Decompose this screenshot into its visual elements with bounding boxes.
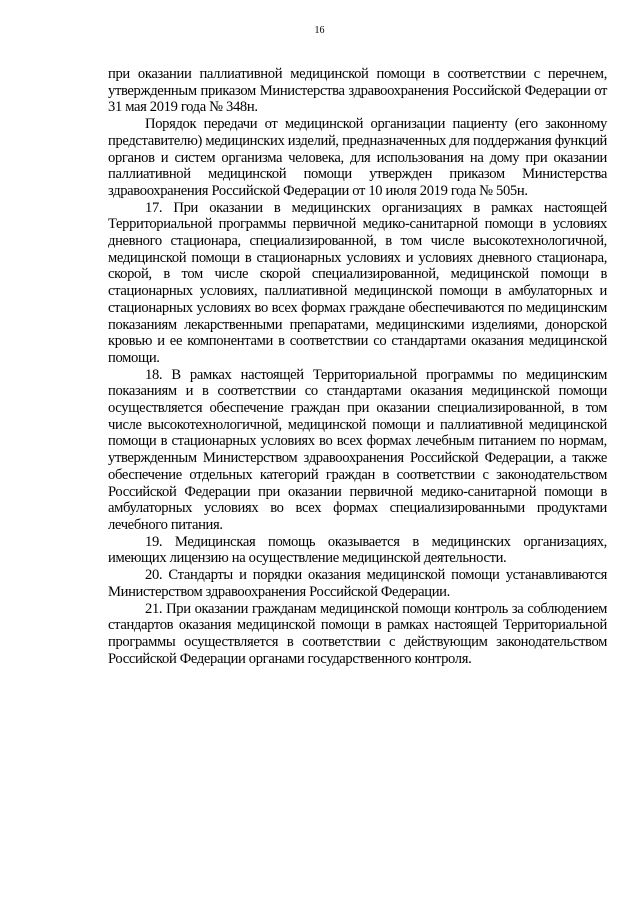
- paragraph-transfer-procedure: Порядок передачи от медицинской организации пациенту (его законному представителю) медицинских изделий, предназначенных для поддержания функций органов и систем организма человека, для использования на дому при оказании паллиативной медицинской помощи утвержден приказом Министерства здравоохранения Российской Федерации от 10 июля 2019 года № 505н.: [108, 116, 607, 199]
- paragraph-19: 19. Медицинская помощь оказывается в медицинских организациях, имеющих лицензию на осуществление медицинской деятельности.: [108, 533, 607, 567]
- paragraph-21: 21. При оказании гражданам медицинской помощи контроль за соблюдением стандартов оказания медицинской помощи в рамках настоящей Территориальной программы осуществляется в соответствии с действующим законодательством Российской Федерации органами государственного контроля.: [108, 600, 607, 667]
- paragraph-17: 17. При оказании в медицинских организациях в рамках настоящей Территориальной программы первичной медико-санитарной помощи в условиях дневного стационара, специализированной, в том числе высокотехнологичной, медицинской помощи в стационарных условиях и условиях дневного стационара, скорой, в том числе скорой специализированной, медицинской помощи в стационарных условиях, паллиативной медицинской помощи в амбулаторных и стационарных условиях во всех формах граждане обеспечиваются по медицинским показаниям лекарственными препаратами, медицинскими изделиями, донорской кровью и ее компонентами в соответствии со стандартами оказания медицинской помощи.: [108, 199, 607, 366]
- page-number: 16: [314, 25, 325, 36]
- paragraph-20: 20. Стандарты и порядки оказания медицинской помощи устанавливаются Министерством здравоохранения Российской Федерации.: [108, 567, 607, 600]
- paragraph-18: 18. В рамках настоящей Территориальной программы по медицинским показаниям и в соответствии со стандартами оказания медицинской помощи осуществляется обеспечение граждан при оказании специализированной, в том числе высокотехнологичной, медицинской помощи и паллиативной медицинской помощи в стационарных условиях во всех формах лечебным питанием по нормам, утвержденным Министерством здравоохранения Российской Федерации, а также обеспечение отдельных категорий граждан в соответствии с законодательством Российской Федерации при оказании первичной медико-санитарной помощи в амбулаторных условиях во всех формах специализированными продуктами лечебного питания.: [108, 366, 607, 533]
- document-body: [108, 66, 607, 667]
- paragraph-continuation: при оказании паллиативной медицинской помощи в соответствии с перечнем, утвержденным приказом Министерства здравоохранения Российской Федерации от 31 мая 2019 года № 348н.: [108, 66, 607, 116]
